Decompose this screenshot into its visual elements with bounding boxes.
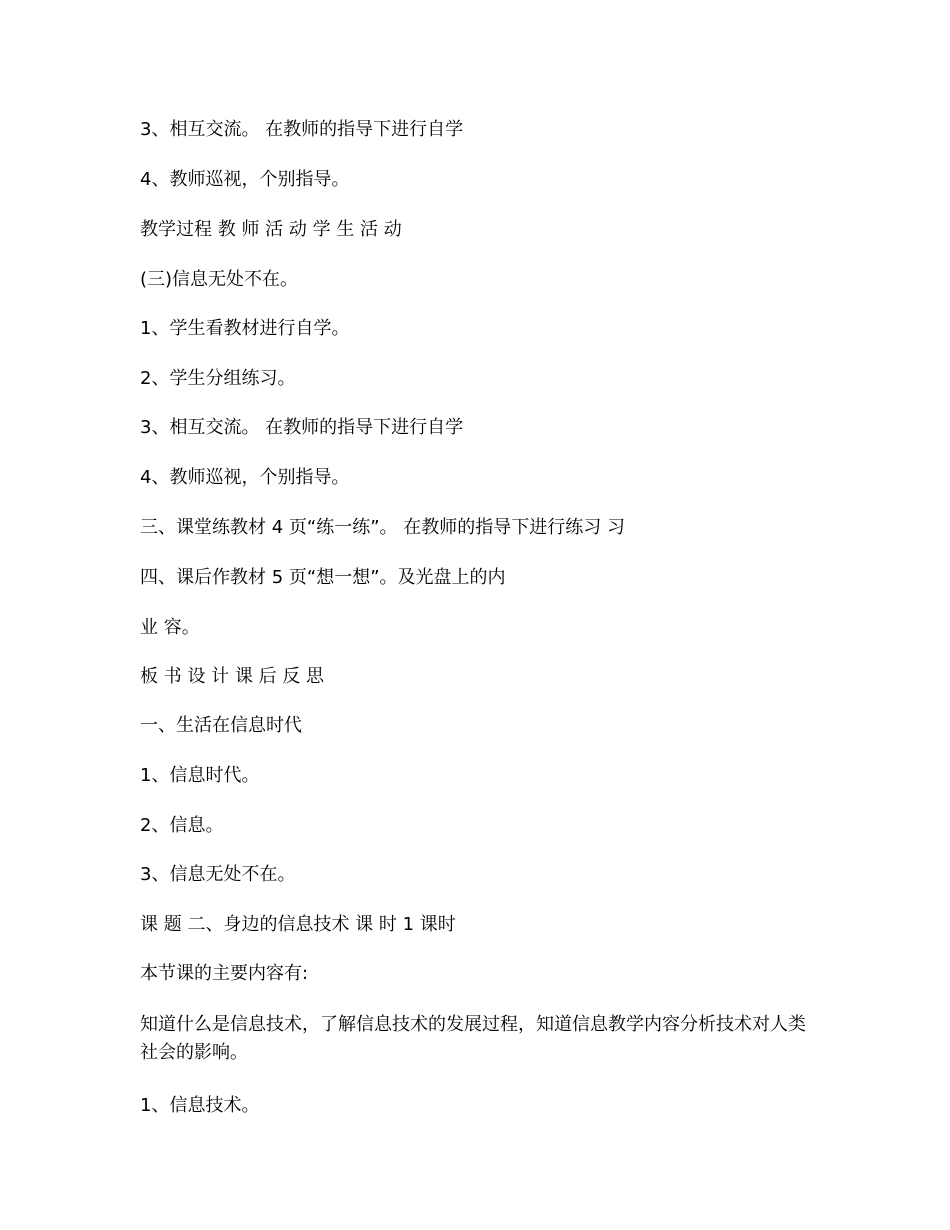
text-line: 业 容。 [140, 617, 200, 638]
text-line: 3、信息无处不在。 [140, 864, 296, 885]
text-line: 2、信息。 [140, 815, 224, 836]
text-line: 本节课的主要内容有: [140, 963, 309, 984]
text-line: 三、课堂练教材 4 页“练一练”。 在教师的指导下进行练习 习 [140, 517, 625, 538]
text-line: 1、信息技术。 [140, 1095, 260, 1116]
text-line: 3、相互交流。 在教师的指导下进行自学 [140, 417, 464, 438]
text-line: 4、教师巡视，个别指导。 [140, 467, 350, 488]
text-line: 1、学生看教材进行自学。 [140, 318, 350, 339]
text-line: 教学过程 教 师 活 动 学 生 活 动 [140, 219, 402, 240]
text-line: 4、教师巡视，个别指导。 [140, 169, 350, 190]
text-line: 1、信息时代。 [140, 765, 260, 786]
text-line: 课 题 二、身边的信息技术 课 时 1 课时 [140, 914, 456, 935]
text-line: 四、课后作教材 5 页“想一想”。及光盘上的内 [140, 567, 506, 588]
text-line: (三)信息无处不在。 [140, 269, 299, 290]
text-line: 板 书 设 计 课 后 反 思 [140, 666, 325, 687]
text-line: 3、相互交流。 在教师的指导下进行自学 [140, 119, 464, 140]
text-paragraph: 知道什么是信息技术，了解信息技术的发展过程，知道信息教学内容分析技术对人类社会的影响。 [140, 1014, 806, 1063]
text-line: 2、学生分组练习。 [140, 368, 296, 389]
text-line: 一、生活在信息时代 [140, 715, 302, 736]
